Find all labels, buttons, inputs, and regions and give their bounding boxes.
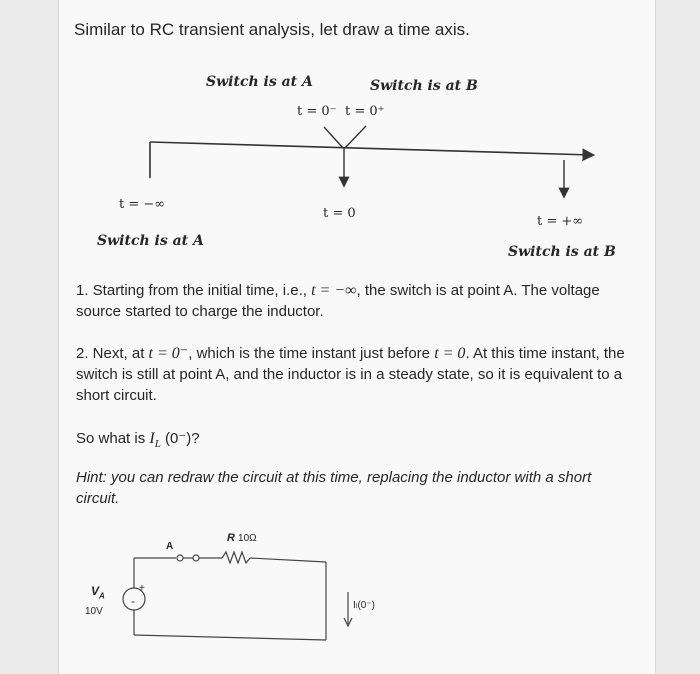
circuit-diagram [123, 552, 352, 640]
switch-at-a-bottom-label: Switch is at A [97, 233, 204, 249]
question-text-start: So what is [76, 430, 150, 447]
source-minus-sign: - [131, 594, 135, 608]
resistor-letter: R [227, 532, 235, 544]
switch-at-b-top-label: Switch is at B [370, 78, 478, 94]
t-minus-infinity-label: t = −∞ [119, 197, 166, 212]
para2-math-1: t = 0⁻ [148, 345, 189, 362]
t-zero-plus-label: t = 0⁺ [345, 104, 385, 119]
resistor-value: 10Ω [238, 533, 257, 544]
question-line [76, 428, 636, 455]
switch-at-b-bottom-label: Switch is at B [508, 244, 616, 260]
paragraph-1 [76, 280, 636, 322]
question-text-end: (0⁻)? [160, 430, 200, 447]
source-label [91, 584, 105, 600]
para1-text-end: , the switch is at point A. The voltage source started to charge the inductor. [76, 282, 600, 320]
para2-text-start: 2. Next, at [76, 345, 149, 362]
para1-math: t = −∞ [311, 282, 357, 299]
switch-point-a-label: A [166, 541, 174, 552]
resistor-label [227, 532, 257, 544]
para2-text-middle: , which is the time instant just before [188, 345, 435, 362]
t-zero-label: t = 0 [323, 206, 356, 221]
hint-text: Hint: you can redraw the circuit at this time, replacing the inductor with a short circuit. [76, 469, 592, 507]
resistor-symbol [222, 552, 250, 563]
inductor-current-label: Iₗ(0⁻) [353, 600, 375, 611]
source-value: 10V [85, 606, 103, 617]
question-math-i: I [149, 430, 155, 447]
t-zero-minus-label: t = 0⁻ [297, 104, 337, 119]
t-plus-infinity-label: t = +∞ [537, 214, 584, 229]
time-axis-line [150, 142, 592, 155]
para2-text-end: . At this time instant, the switch is still at point A, and the inductor is in a steady state, so it is equivalent to a short circuit. [76, 345, 625, 404]
switch-at-a-top-label: Switch is at A [206, 74, 313, 90]
para1-text-start: 1. Starting from the initial time, i.e., [76, 282, 312, 299]
source-sub: A [99, 591, 105, 601]
question-math-sub: L [154, 438, 161, 450]
source-plus-sign: + [139, 583, 145, 594]
zero-plus-arrow [345, 126, 366, 148]
paragraph-2 [76, 343, 636, 406]
para2-math-2: t = 0 [434, 345, 466, 362]
source-letter: V [91, 584, 100, 598]
page-heading: Similar to RC transient analysis, let draw a time axis. [74, 20, 470, 39]
zero-minus-arrow [324, 127, 343, 148]
